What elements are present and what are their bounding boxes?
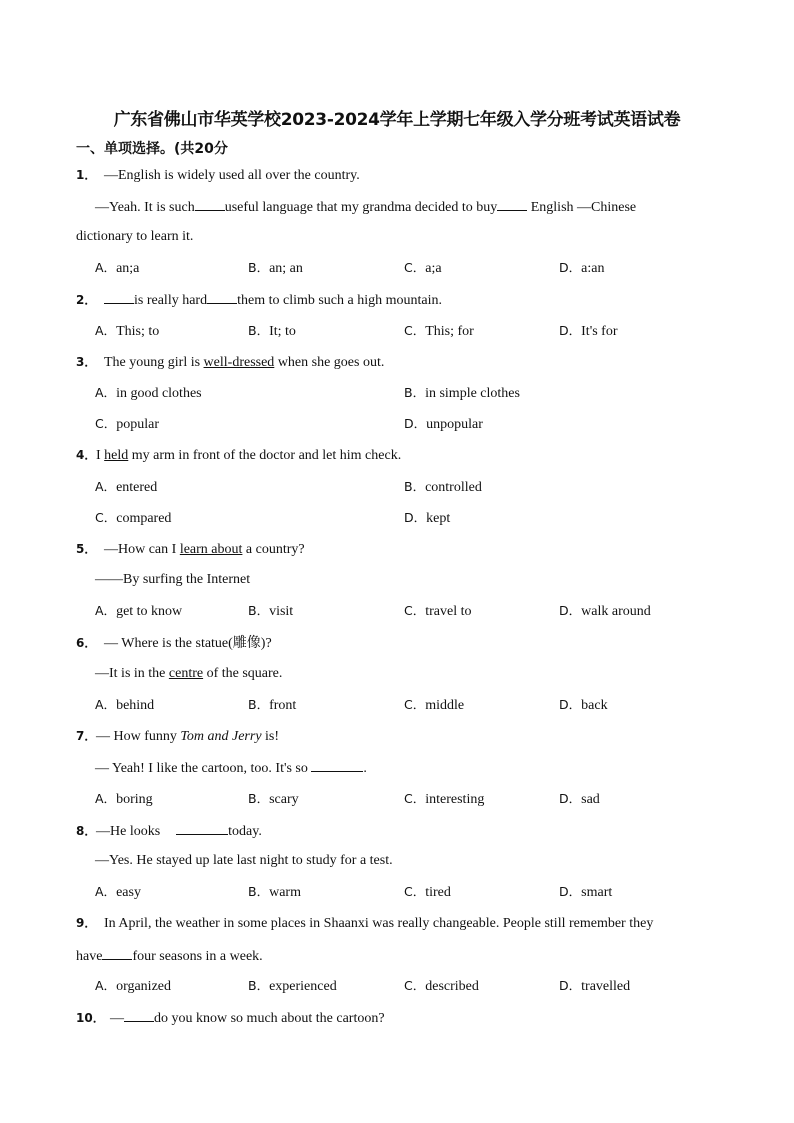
question-9: 9． In April, the weather in some places in Shaanxi was really changeable. People still remember they [76,916,654,931]
question-7-reply: — Yeah! I like the cartoon, too. It's so . [95,758,367,778]
option-c[interactable]: C．travel to [404,603,472,619]
exam-title: 广东省佛山市华英学校2023-2024学年上学期七年级入学分班考试英语试卷 [113,110,681,130]
option-c[interactable]: C．described [404,978,479,994]
option-a[interactable]: A．organized [95,978,172,994]
question-4: 4．I held my arm in front of the doctor and let him check. [76,448,402,463]
question-number: 10． [76,1011,105,1025]
option-a[interactable]: A．boring [95,791,153,807]
option-c[interactable]: C．compared [95,510,172,526]
option-b[interactable]: B．warm [248,884,301,900]
answer-blank [124,1008,154,1022]
question-3: 3． The young girl is well-dressed when she goes out. [76,355,385,370]
question-1: 1． —English is widely used all over the country. [76,168,360,183]
question-number: 3． [76,355,97,369]
option-d[interactable]: D．back [559,697,608,713]
option-a[interactable]: A．an;a [95,260,140,276]
option-d[interactable]: D．kept [404,510,451,526]
answer-blank [176,821,228,835]
question-5: 5． —How can I learn about a country? [76,542,305,557]
option-d[interactable]: D．walk around [559,603,651,619]
option-c[interactable]: C．popular [95,416,159,432]
question-number: 8． [76,824,97,838]
option-b[interactable]: B．scary [248,791,299,807]
option-c[interactable]: C．a;a [404,260,442,276]
option-d[interactable]: D．a:an [559,260,605,276]
option-c[interactable]: C．middle [404,697,465,713]
option-a[interactable]: A．get to know [95,603,183,619]
option-b[interactable]: B．front [248,697,297,713]
question-1-cont: dictionary to learn it. [76,229,194,244]
question-2: 2． is really hard them to climb such a high mountain. [76,290,442,310]
option-b[interactable]: B．an; an [248,260,303,276]
question-number: 1． [76,168,97,182]
question-1-reply: —Yeah. It is such useful language that my grandma decided to buy English —Chinese [95,197,636,217]
option-d[interactable]: D．travelled [559,978,631,994]
option-d[interactable]: D．sad [559,791,600,807]
question-number: 6． [76,636,97,650]
question-9-cont: have four seasons in a week. [76,946,263,966]
answer-blank [497,197,527,211]
option-c[interactable]: C．This; for [404,323,474,339]
question-number: 9． [76,916,97,930]
question-8: 8．—He looks today. [76,821,262,841]
question-6-reply: —It is in the centre of the square. [95,666,283,681]
question-5-reply: ——By surfing the Internet [95,572,251,587]
question-8-reply: —Yes. He stayed up late last night to study for a test. [95,853,393,868]
question-6: 6． — Where is the statue(雕像)? [76,636,272,651]
option-b[interactable]: B．in simple clothes [404,385,520,401]
option-d[interactable]: D．It's for [559,323,618,339]
question-7: 7．— How funny Tom and Jerry is! [76,729,280,744]
question-number: 4． [76,448,97,462]
option-b[interactable]: B．experienced [248,978,337,994]
option-c[interactable]: C．tired [404,884,451,900]
option-a[interactable]: A．This; to [95,323,160,339]
option-c[interactable]: C．interesting [404,791,485,807]
option-b[interactable]: B．visit [248,603,294,619]
option-b[interactable]: B．controlled [404,479,482,495]
option-a[interactable]: A．easy [95,884,141,900]
answer-blank [195,197,225,211]
option-a[interactable]: A．in good clothes [95,385,202,401]
answer-blank [207,290,237,304]
section-heading: 一、单项选择。(共20分 [76,141,228,157]
question-10: 10． — do you know so much about the cartoon? [76,1008,385,1028]
answer-blank [102,946,132,960]
option-d[interactable]: D．smart [559,884,613,900]
question-number: 2． [76,293,97,307]
option-a[interactable]: A．entered [95,479,158,495]
option-a[interactable]: A．behind [95,697,155,713]
answer-blank [311,758,363,772]
question-number: 7． [76,729,97,743]
question-number: 5． [76,542,97,556]
answer-blank [104,290,134,304]
option-d[interactable]: D．unpopular [404,416,483,432]
option-b[interactable]: B．It; to [248,323,296,339]
